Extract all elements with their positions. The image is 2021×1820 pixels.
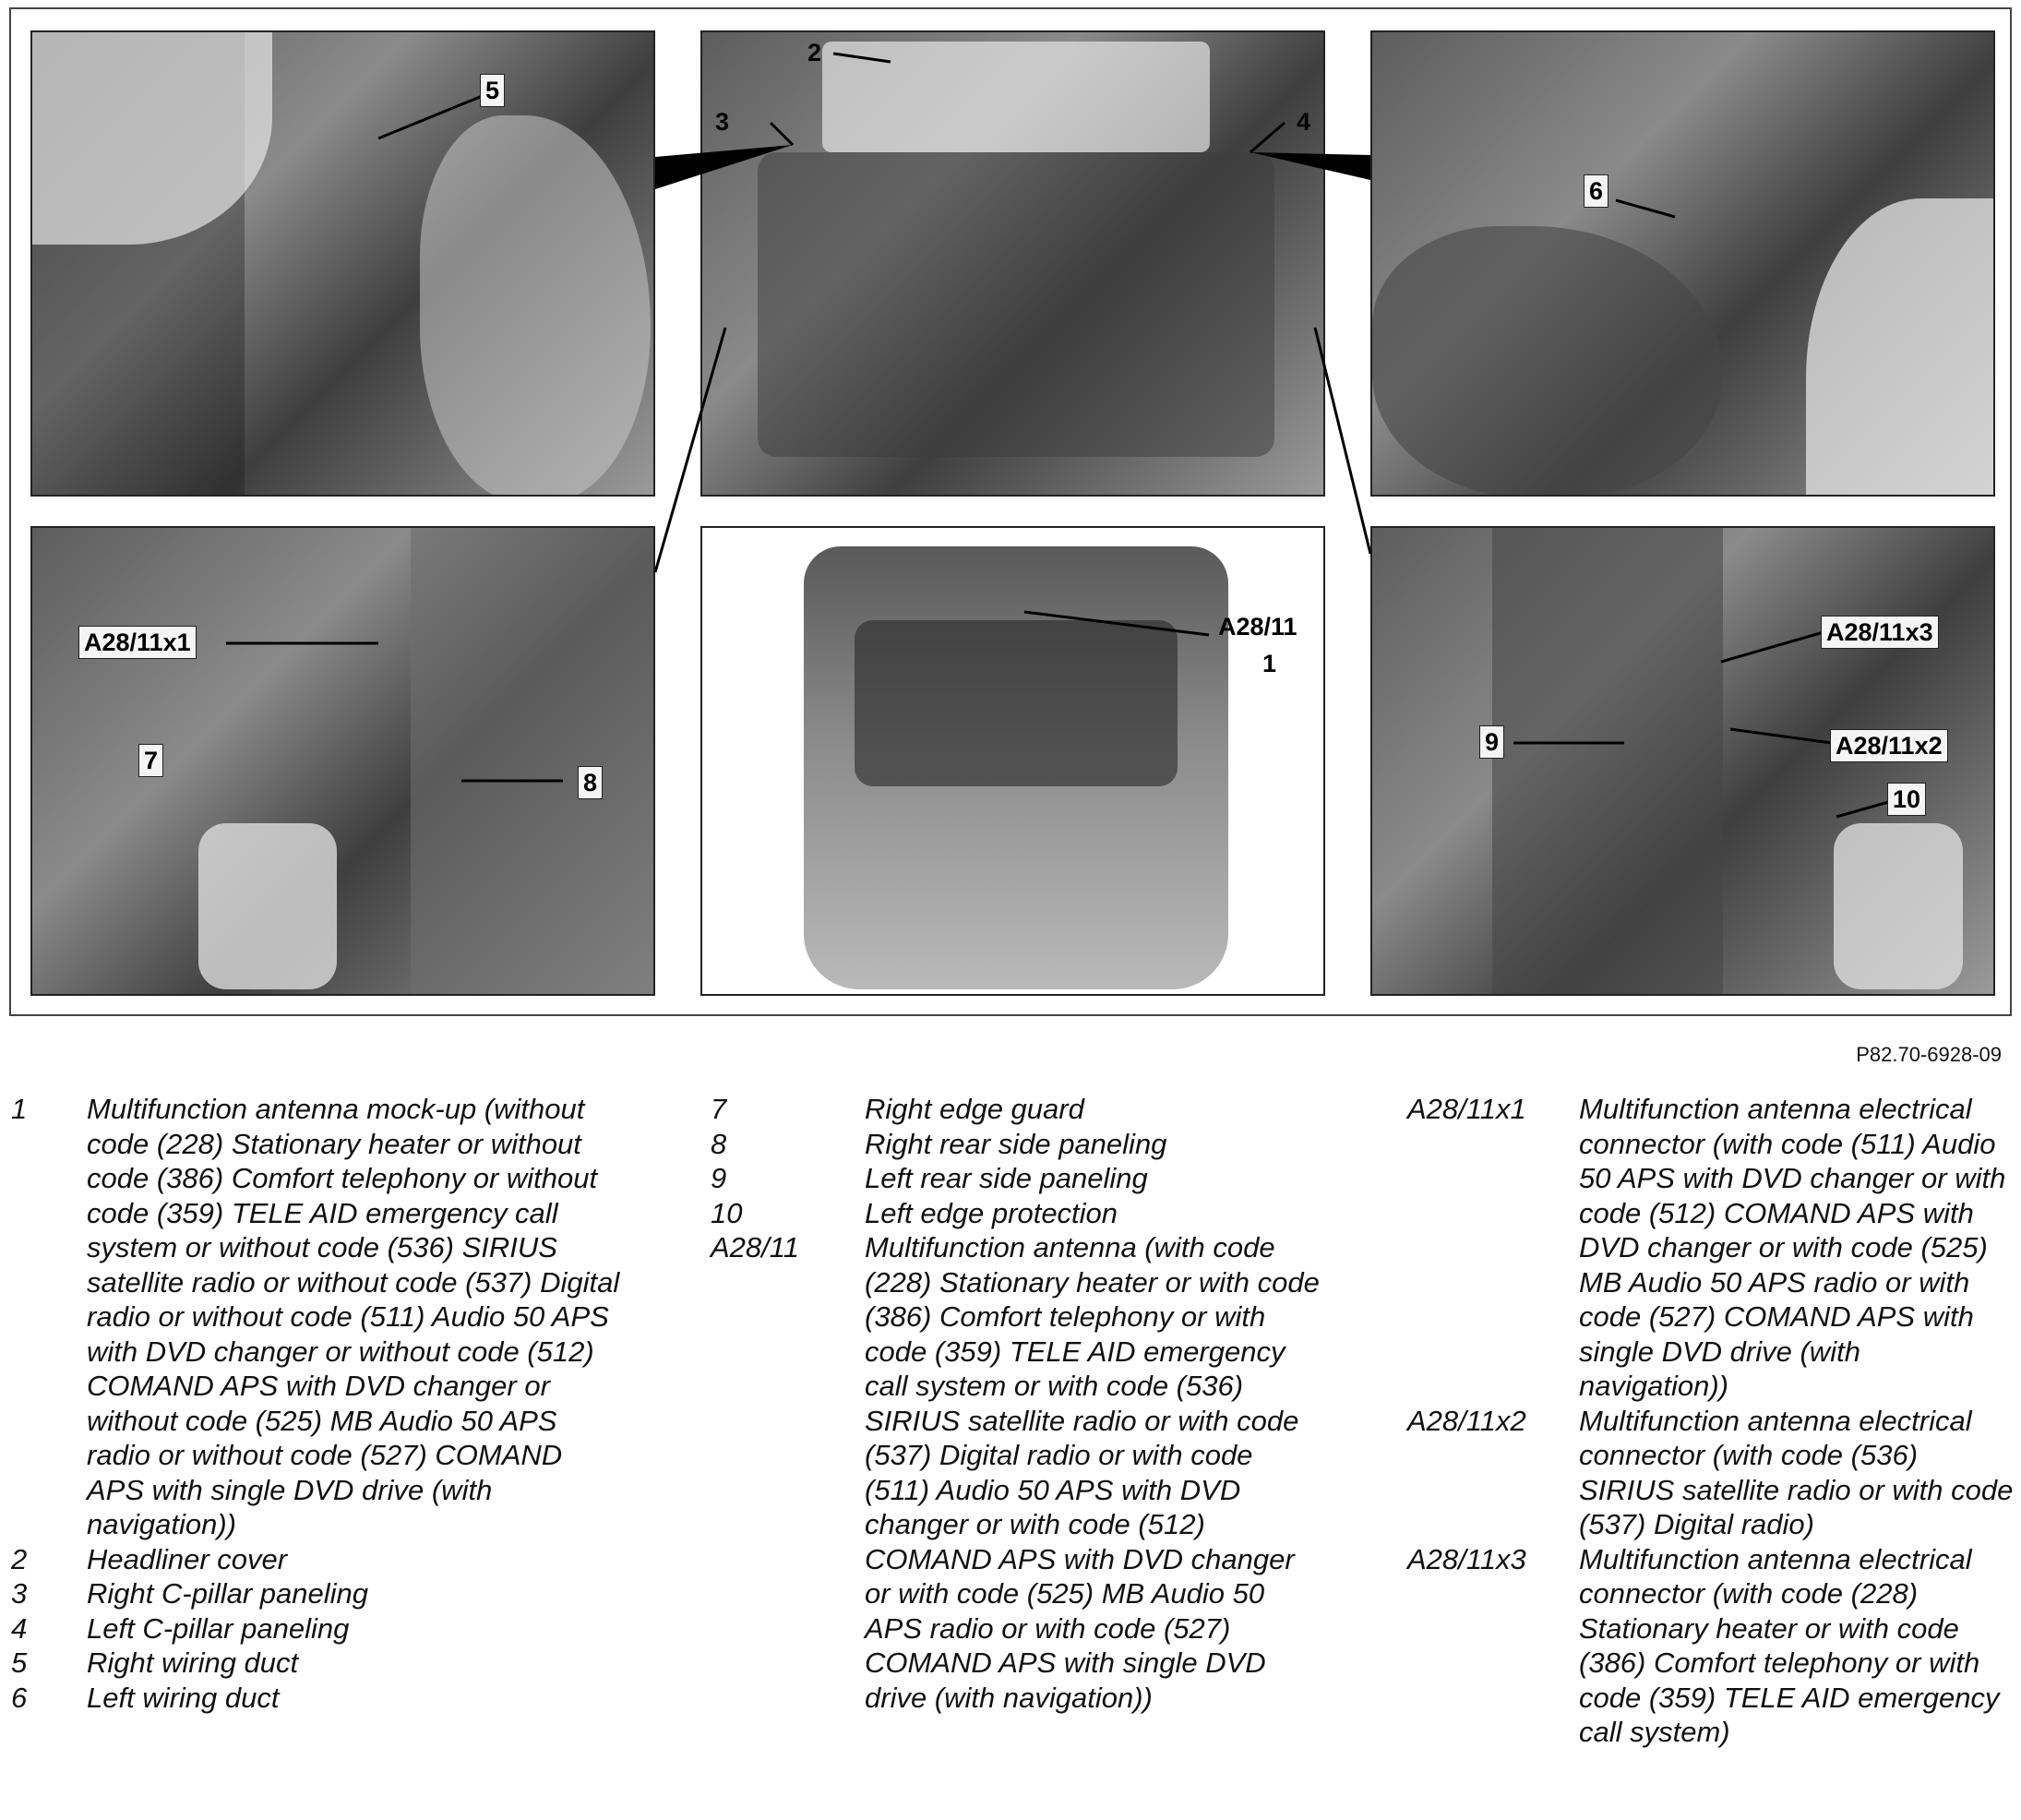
legend-text: Multifunction antenna (with code (228) Stationary heater or with code (386) Comfort telephony or with code (359) TELE AID emergency call system or with code (536) SIRIUS satellite radio or with code (537) Digital radio or with code (511) Audio 50 APS with DVD changer or with code (512) COMAND APS with DVD changer or with code (525) MB Audio 50 APS radio or with code (527) COMAND APS with single DVD drive (with navigation)) (865, 1231, 1320, 1714)
callout-6: 6 (1584, 174, 1608, 208)
callout-2: 2 (807, 39, 822, 66)
legend-column-1 (11, 1092, 620, 1715)
legend-column-3 (1407, 1092, 2016, 1750)
callout-8: 8 (578, 766, 603, 799)
callout-7: 7 (138, 744, 163, 777)
legend-key: 7 (711, 1093, 727, 1125)
legend-text: Right C-pillar paneling (87, 1577, 368, 1610)
callout-1: 1 (1262, 650, 1277, 677)
legend-text: Multifunction antenna mock-up (without code (228) Stationary heater or without code (386) Comfort telephony or without code (359) TELE AID emergency call system or without code (536) SIRIUS satellite radio or without code (537) Digital radio or without code (511) Audio 50 APS with DVD changer or without code (512) COMAND APS with DVD changer or without code (525) MB Audio 50 APS radio or without code (527) COMAND APS with single DVD drive (with navigation)) (87, 1093, 620, 1540)
legend-item (11, 1611, 620, 1646)
callout-3: 3 (715, 108, 730, 136)
legend-key: 6 (11, 1681, 28, 1714)
legend-key: 1 (11, 1093, 28, 1125)
legend-item (11, 1092, 620, 1542)
legend-key: 3 (11, 1577, 28, 1610)
legend-key: 8 (711, 1127, 727, 1160)
legend-key: A28/11x3 (1407, 1542, 1526, 1575)
legend-key: 4 (11, 1611, 28, 1645)
legend-item (711, 1127, 1320, 1162)
legend-item (711, 1196, 1320, 1231)
legend-item (1407, 1542, 2016, 1750)
callout-4: 4 (1297, 108, 1311, 136)
photo-left-c-pillar (1370, 30, 1995, 497)
legend-item (1407, 1092, 2016, 1404)
legend-key: 2 (11, 1542, 28, 1575)
legend-text: Multifunction antenna electrical connector (with code (536) SIRIUS satellite radio or with code (537) Digital radio) (1579, 1404, 2014, 1540)
callout-a28-11: A28/11 (1218, 613, 1298, 641)
legend-column-2 (711, 1092, 1320, 1715)
figure-reference: P82.70-6928-09 (1856, 1043, 2002, 1066)
callout-a28-11x1: A28/11x1 (78, 626, 197, 659)
callout-9: 9 (1479, 725, 1504, 759)
photo-right-c-pillar (30, 30, 655, 497)
legend-item (1407, 1404, 2016, 1542)
photo-rear-seat (700, 30, 1325, 497)
legend-item (711, 1092, 1320, 1127)
legend-key: A28/11 (711, 1231, 799, 1263)
legend-text: Left rear side paneling (865, 1162, 1148, 1194)
legend-text: Right rear side paneling (865, 1127, 1167, 1160)
legend-item (11, 1576, 620, 1611)
legend-text: Multifunction antenna electrical connector (with code (511) Audio 50 APS with DVD changer or with code (512) COMAND APS with DVD changer or with code (525) MB Audio 50 APS radio or with code (527) COMAND APS with single DVD drive (with navigation)) (1579, 1093, 2006, 1402)
legend-item (11, 1681, 620, 1716)
callout-10: 10 (1887, 783, 1926, 816)
legend-item (711, 1161, 1320, 1196)
legend-item (711, 1230, 1320, 1715)
legend-item (11, 1646, 620, 1681)
legend-key: 9 (711, 1162, 727, 1194)
legend-text: Multifunction antenna electrical connector (with code (228) Stationary heater or with code (386) Comfort telephony or with code (359) TELE AID emergency call system) (1579, 1542, 2000, 1748)
legend-text: Right edge guard (865, 1093, 1084, 1125)
photo-vehicle-overview (700, 526, 1325, 996)
photo-right-rear-side-paneling (30, 526, 655, 996)
legend-text: Right wiring duct (87, 1646, 299, 1679)
legend-text: Left C-pillar paneling (87, 1611, 350, 1645)
legend-key: 5 (11, 1646, 28, 1679)
legend-key: A28/11x1 (1407, 1093, 1526, 1125)
legend-key: 10 (711, 1196, 743, 1229)
legend-key: A28/11x2 (1407, 1404, 1526, 1437)
callout-a28-11x3: A28/11x3 (1821, 616, 1939, 649)
callout-5: 5 (480, 74, 505, 107)
callout-a28-11x2: A28/11x2 (1830, 729, 1948, 762)
legend-item (11, 1542, 620, 1577)
legend-text: Left wiring duct (87, 1681, 280, 1714)
legend-text: Left edge protection (865, 1196, 1118, 1229)
legend-text: Headliner cover (87, 1542, 288, 1575)
